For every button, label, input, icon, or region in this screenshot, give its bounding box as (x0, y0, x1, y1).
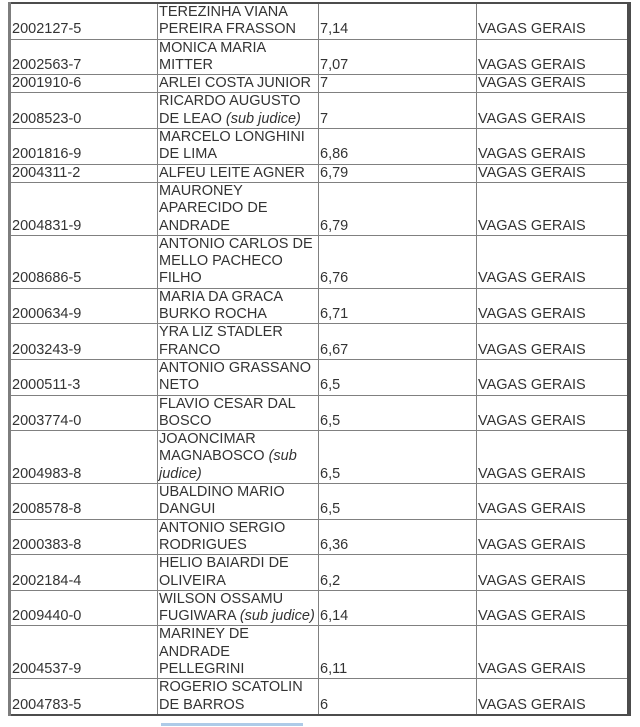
registration-id: 2003774-0 (12, 412, 82, 429)
score: 7 (320, 110, 329, 127)
registration-id: 2001816-9 (12, 146, 82, 163)
score-cell (319, 3, 477, 39)
registration-id-cell (10, 235, 158, 288)
table-row (10, 555, 629, 591)
category-cell (477, 431, 629, 484)
table-row (10, 75, 629, 93)
registration-id-cell (10, 555, 158, 591)
registration-id-cell (10, 359, 158, 395)
category-cell (477, 288, 629, 324)
sub-judice-note: (sub judice) (239, 608, 315, 625)
category: VAGAS GERAIS (478, 501, 586, 518)
category: VAGAS GERAIS (478, 572, 586, 589)
category-cell (477, 39, 629, 75)
candidate-name-cell (158, 359, 319, 395)
candidate-name-cell (158, 235, 319, 288)
selection-highlight (161, 723, 303, 726)
score-cell (319, 75, 477, 93)
score: 6,5 (320, 501, 341, 518)
score-cell (319, 359, 477, 395)
candidate-name: UBALDINO MARIO DANGUI (159, 484, 285, 518)
table-row (10, 93, 629, 129)
candidate-name-cell (158, 484, 319, 520)
registration-id-cell (10, 431, 158, 484)
candidate-name-cell (158, 431, 319, 484)
table-row (10, 39, 629, 75)
score: 6,79 (320, 164, 349, 181)
registration-id-cell (10, 484, 158, 520)
category: VAGAS GERAIS (478, 21, 586, 38)
score-cell (319, 626, 477, 679)
registration-id-cell (10, 129, 158, 165)
registration-id: 2004783-5 (12, 696, 82, 713)
candidate-name: JOAONCIMAR MAGNABOSCO (159, 431, 265, 465)
table-row (10, 626, 629, 679)
category-cell (477, 590, 629, 626)
category: VAGAS GERAIS (478, 164, 586, 181)
candidate-name-cell (158, 555, 319, 591)
category-cell (477, 93, 629, 129)
score-cell (319, 129, 477, 165)
candidate-name-cell (158, 93, 319, 129)
category: VAGAS GERAIS (478, 306, 586, 323)
candidate-name-cell (158, 288, 319, 324)
category: VAGAS GERAIS (478, 270, 586, 287)
category: VAGAS GERAIS (478, 412, 586, 429)
score: 6,76 (320, 270, 349, 287)
candidate-name-cell (158, 182, 319, 235)
score-cell (319, 324, 477, 360)
score: 6,67 (320, 341, 349, 358)
candidate-name: WILSON OSSAMU FUGIWARA (159, 590, 284, 625)
table-row (10, 431, 629, 484)
registration-id-cell (10, 590, 158, 626)
category: VAGAS GERAIS (478, 110, 586, 127)
category-cell (477, 164, 629, 182)
table-row (10, 235, 629, 288)
results-table-body (10, 3, 629, 715)
registration-id-cell (10, 75, 158, 93)
candidate-name: ROGERIO SCATOLIN DE BARROS (159, 679, 303, 713)
candidate-name: ANTONIO GRASSANO NETO (159, 359, 312, 394)
score-cell (319, 590, 477, 626)
registration-id: 2002127-5 (12, 21, 82, 38)
registration-id: 2000634-9 (12, 306, 82, 323)
registration-id-cell (10, 324, 158, 360)
candidate-name-cell (158, 519, 319, 555)
registration-id: 2004311-2 (12, 164, 81, 181)
score: 6 (320, 696, 329, 713)
registration-id-cell (10, 39, 158, 75)
category-cell (477, 519, 629, 555)
category: VAGAS GERAIS (478, 146, 586, 163)
category-cell (477, 182, 629, 235)
registration-id-cell (10, 164, 158, 182)
score-cell (319, 93, 477, 129)
score-cell (319, 431, 477, 484)
registration-id-cell (10, 288, 158, 324)
candidate-name: ARLEI COSTA JUNIOR (159, 75, 312, 92)
candidate-name-cell (158, 679, 319, 715)
registration-id: 2008578-8 (12, 501, 82, 518)
category-cell (477, 359, 629, 395)
category: VAGAS GERAIS (478, 696, 586, 713)
score-cell (319, 164, 477, 182)
category-cell (477, 75, 629, 93)
registration-id-cell (10, 519, 158, 555)
category: VAGAS GERAIS (478, 465, 586, 482)
score: 6,5 (320, 412, 341, 429)
table-row (10, 484, 629, 520)
category-cell (477, 484, 629, 520)
score-cell (319, 484, 477, 520)
registration-id: 2003243-9 (12, 341, 82, 358)
registration-id: 2004831-9 (12, 217, 82, 234)
candidate-name: HELIO BAIARDI DE OLIVEIRA (159, 555, 289, 589)
candidate-name: MARIA DA GRACA BURKO ROCHA (159, 288, 283, 323)
candidate-name-cell (158, 395, 319, 431)
table-row (10, 324, 629, 360)
category: VAGAS GERAIS (478, 75, 586, 92)
registration-id-cell (10, 395, 158, 431)
sub-judice-note: (sub judice) (225, 110, 301, 127)
category: VAGAS GERAIS (478, 56, 586, 73)
category: VAGAS GERAIS (478, 660, 586, 677)
candidate-name: ALFEU LEITE AGNER (159, 164, 305, 181)
score-cell (319, 679, 477, 715)
registration-id: 2002563-7 (12, 56, 82, 73)
candidate-name-cell (158, 324, 319, 360)
score-cell (319, 235, 477, 288)
score: 6,5 (320, 465, 341, 482)
score: 7,14 (320, 21, 349, 38)
score-cell (319, 519, 477, 555)
category: VAGAS GERAIS (478, 377, 586, 394)
score: 7,07 (320, 56, 349, 73)
registration-id-cell (10, 626, 158, 679)
registration-id: 2001910-6 (12, 75, 82, 92)
candidate-name-cell (158, 39, 319, 75)
table-row (10, 182, 629, 235)
score: 6,86 (320, 146, 349, 163)
sub-judice-note: (sub judice) (159, 448, 297, 482)
candidate-name-cell (158, 3, 319, 39)
score: 6,5 (320, 377, 341, 394)
score: 7 (320, 75, 329, 92)
category-cell (477, 235, 629, 288)
category-cell (477, 3, 629, 39)
results-table (8, 2, 631, 716)
candidate-name: MARCELO LONGHINI DE LIMA (159, 129, 305, 163)
category-cell (477, 626, 629, 679)
score-cell (319, 555, 477, 591)
registration-id: 2000511-3 (12, 377, 81, 394)
table-row (10, 590, 629, 626)
category: VAGAS GERAIS (478, 536, 586, 553)
registration-id: 2004537-9 (12, 660, 82, 677)
score: 6,11 (320, 660, 348, 677)
score-cell (319, 288, 477, 324)
candidate-name-cell (158, 590, 319, 626)
score: 6,79 (320, 217, 349, 234)
score-cell (319, 395, 477, 431)
registration-id: 2004983-8 (12, 465, 82, 482)
table-row (10, 164, 629, 182)
category-cell (477, 129, 629, 165)
score: 6,2 (320, 572, 341, 589)
score: 6,71 (320, 306, 349, 323)
candidate-name-cell (158, 626, 319, 679)
registration-id: 2008686-5 (12, 270, 82, 287)
candidate-name: MARINEY DE ANDRADE PELLEGRINI (159, 626, 249, 677)
candidate-name: ANTONIO SERGIO RODRIGUES (159, 519, 286, 553)
registration-id: 2009440-0 (12, 608, 82, 625)
candidate-name: YRA LIZ STADLER FRANCO (159, 324, 283, 358)
registration-id-cell (10, 679, 158, 715)
score: 6,36 (320, 536, 349, 553)
table-row (10, 679, 629, 715)
score-cell (319, 182, 477, 235)
category: VAGAS GERAIS (478, 217, 586, 234)
table-row (10, 395, 629, 431)
candidate-name: TEREZINHA VIANA PEREIRA FRASSON (159, 4, 296, 38)
registration-id: 2008523-0 (12, 110, 82, 127)
registration-id-cell (10, 3, 158, 39)
registration-id: 2000383-8 (12, 536, 82, 553)
candidate-name: ANTONIO CARLOS DE MELLO PACHECO FILHO (159, 235, 313, 287)
category-cell (477, 679, 629, 715)
candidate-name: MONICA MARIA MITTER (159, 39, 266, 73)
registration-id-cell (10, 182, 158, 235)
score-cell (319, 39, 477, 75)
candidate-name-cell (158, 75, 319, 93)
category: VAGAS GERAIS (478, 341, 586, 358)
candidate-name-cell (158, 164, 319, 182)
category: VAGAS GERAIS (478, 608, 586, 625)
candidate-name: RICARDO AUGUSTO DE LEAO (159, 93, 301, 127)
score: 6,14 (320, 608, 349, 625)
category-cell (477, 324, 629, 360)
category-cell (477, 395, 629, 431)
candidate-name: FLAVIO CESAR DAL BOSCO (159, 395, 296, 429)
category-cell (477, 555, 629, 591)
table-row (10, 519, 629, 555)
table-row (10, 288, 629, 324)
table-row (10, 129, 629, 165)
candidate-name-cell (158, 129, 319, 165)
registration-id-cell (10, 93, 158, 129)
candidate-name: MAURONEY APARECIDO DE ANDRADE (159, 182, 268, 234)
table-row (10, 359, 629, 395)
registration-id: 2002184-4 (12, 572, 82, 589)
table-row (10, 3, 629, 39)
